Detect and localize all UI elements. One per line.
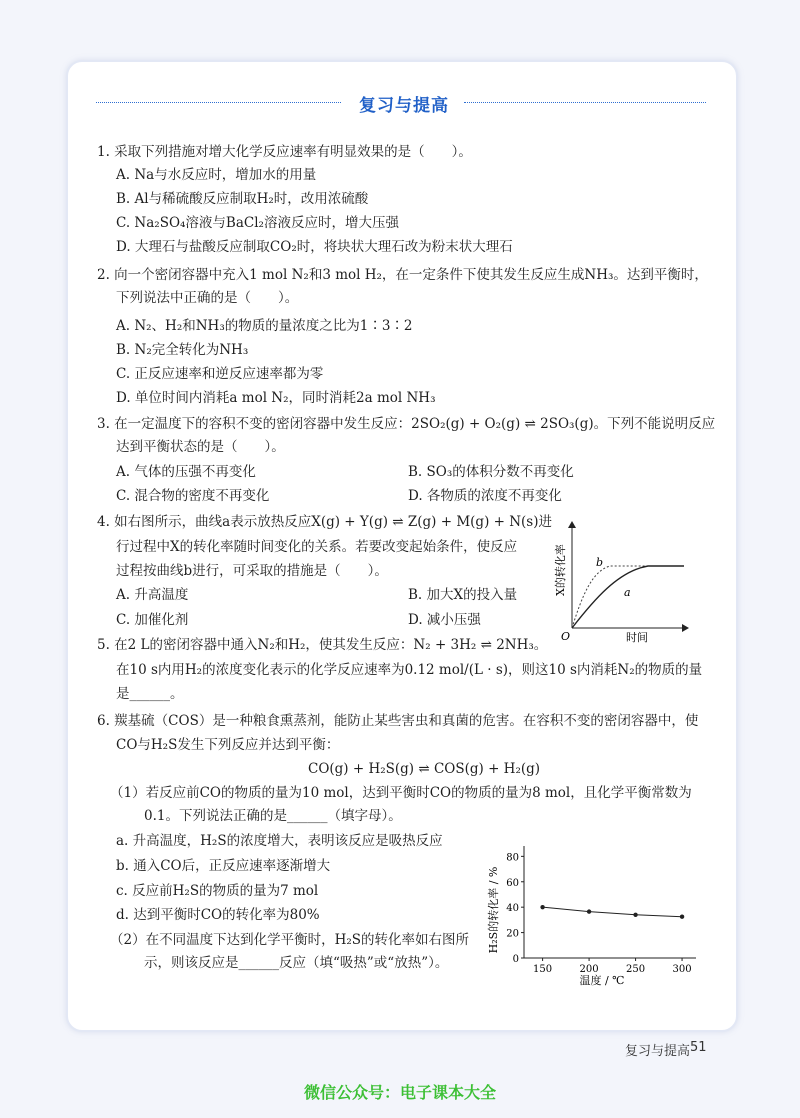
chart-x-tick-label: 300 <box>672 964 692 975</box>
section-title: 复习与提高 <box>359 96 449 116</box>
chart-y-axis-label: H₂S的转化率 / % <box>487 866 500 954</box>
q6-part1-line1: （1）若反应前CO的物质的量为10 mol，达到平衡时CO的物质的量为8 mol，且化学平衡常数为 <box>110 785 692 801</box>
chart-y-tick-label: 20 <box>506 928 519 940</box>
chart-x-tick-label: 150 <box>533 964 553 975</box>
q6-part1-line2: 0.1。下列说法正确的是______（填字母）。 <box>144 808 402 824</box>
q3-stem-line2: 达到平衡状态的是（ ）。 <box>116 439 285 455</box>
q6-equation: CO(g) + H₂S(g) ⇌ COS(g) + H₂(g) <box>308 761 541 777</box>
q2-option-d: D. 单位时间内消耗a mol N₂，同时消耗2a mol NH₃ <box>116 390 436 406</box>
q2-option-c: C. 正反应速率和逆反应速率都为零 <box>116 366 324 382</box>
watermark-text: 微信公众号：电子课本大全 <box>303 1083 496 1102</box>
chart-data-point <box>587 909 591 913</box>
q3-option-c: C. 混合物的密度不再变化 <box>116 488 270 504</box>
chart-data-point <box>633 913 637 917</box>
q1-option-a: A. Na与水反应时，增加水的用量 <box>116 167 317 183</box>
chart-y-tick-label: 80 <box>506 852 519 864</box>
q1-option-b: B. Al与稀硫酸反应制取H₂时，改用浓硫酸 <box>116 191 369 207</box>
q6-option-b: b. 通入CO后，正反应速率逐渐增大 <box>116 858 331 874</box>
q2-option-a: A. N₂、H₂和NH₃的物质的量浓度之比为1∶3∶2 <box>116 318 413 334</box>
q6-part2-line1: （2）在不同温度下达到化学平衡时，H₂S的转化率如右图所 <box>110 932 470 948</box>
q4-y-axis-label: X的转化率 <box>554 544 567 596</box>
q3-stem-line1: 3. 在一定温度下的容积不变的密闭容器中发生反应：2SO₂(g) + O₂(g) ⇌ 2SO₃(g)。下列不能说明反应 <box>97 416 716 432</box>
q3-option-a: A. 气体的压强不再变化 <box>116 464 256 480</box>
chart-series-line <box>543 907 682 917</box>
q4-option-a: A. 升高温度 <box>116 587 189 603</box>
q3-option-d: D. 各物质的浓度不再变化 <box>408 488 562 504</box>
q2-stem-line1: 2. 向一个密闭容器中充入1 mol N₂和3 mol H₂，在一定条件下使其发生反应生成NH₃。达到平衡时， <box>97 267 708 283</box>
h2s-conversion-chart <box>484 840 704 990</box>
section-header <box>96 91 706 115</box>
q4-stem-line2: 行过程中X的转化率随时间变化的关系。若要改变起始条件，使反应 <box>116 539 518 555</box>
chart-y-tick-label: 60 <box>506 877 519 889</box>
q3-option-b: B. SO₃的体积分数不再变化 <box>408 464 574 480</box>
q4-curve-a-label: a <box>624 586 631 599</box>
q4-option-c: C. 加催化剂 <box>116 612 189 628</box>
footer-section-label: 复习与提高 <box>625 1044 691 1059</box>
q6-option-c: c. 反应前H₂S的物质的量为7 mol <box>116 883 319 899</box>
q6-option-d: d. 达到平衡时CO的转化率为80% <box>116 907 320 923</box>
chart-x-axis-label: 温度 / ℃ <box>579 974 625 987</box>
q4-conversion-figure <box>548 516 698 646</box>
q4-stem-line3: 过程按曲线b进行，可采取的措施是（ ）。 <box>116 563 388 579</box>
q4-option-b: B. 加大X的投入量 <box>408 587 518 603</box>
q1-option-c: C. Na₂SO₄溶液与BaCl₂溶液反应时，增大压强 <box>116 215 399 231</box>
header-dotted-line-left <box>96 102 341 103</box>
q6-option-a: a. 升高温度，H₂S的浓度增大，表明该反应是吸热反应 <box>116 833 443 849</box>
chart-y-tick-label: 0 <box>512 954 519 965</box>
q4-x-axis-label: 时间 <box>626 631 648 644</box>
q4-stem-line1: 4. 如右图所示，曲线a表示放热反应X(g) + Y(g) ⇌ Z(g) + M(g) + N(s)进 <box>97 514 552 530</box>
q6-part2-line2: 示，则该反应是______反应（填“吸热”或“放热”）。 <box>144 955 449 971</box>
q4-curve-b-label: b <box>596 556 604 569</box>
chart-data-point <box>540 905 544 909</box>
q5-stem-line1: 5. 在2 L的密闭容器中通入N₂和H₂，使其发生反应：N₂ + 3H₂ ⇌ 2NH₃。 <box>97 637 548 653</box>
q1-option-d: D. 大理石与盐酸反应制取CO₂时，将块状大理石改为粉末状大理石 <box>116 239 513 255</box>
q6-stem-line2: CO与H₂S发生下列反应并达到平衡： <box>116 737 340 753</box>
q6-stem-line1: 6. 羰基硫（COS）是一种粮食熏蒸剂，能防止某些害虫和真菌的危害。在容积不变的密闭容器中，使 <box>97 713 699 729</box>
q2-option-b: B. N₂完全转化为NH₃ <box>116 342 249 358</box>
chart-x-tick-label: 200 <box>579 964 599 975</box>
q2-stem-line2: 下列说法中正确的是（ ）。 <box>116 290 299 306</box>
q4-option-d: D. 减小压强 <box>408 612 481 628</box>
header-dotted-line-right <box>464 102 706 103</box>
chart-x-tick-label: 250 <box>626 964 646 975</box>
chart-data-point <box>680 915 684 919</box>
q1-stem: 1. 采取下列措施对增大化学反应速率有明显效果的是（ ）。 <box>97 144 472 160</box>
q5-stem-line3: 是______。 <box>116 686 184 702</box>
page-number: 51 <box>690 1040 707 1055</box>
q5-stem-line2: 在10 s内用H₂的浓度变化表示的化学反应速率为0.12 mol/(L · s)，则这10 s内消耗N₂的物质的量 <box>116 662 703 678</box>
q4-origin-label: O <box>561 630 571 643</box>
chart-y-tick-label: 40 <box>506 903 519 915</box>
